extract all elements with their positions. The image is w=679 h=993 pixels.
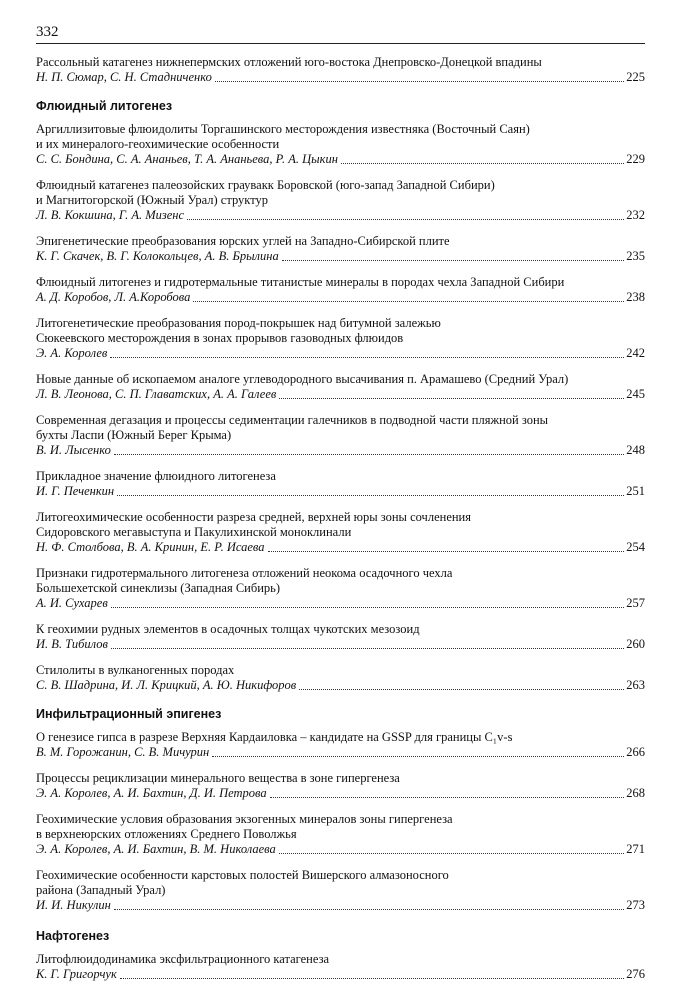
entry-title: Сидоровского мегавыступа и Пакулихинской моноклинали bbox=[36, 525, 352, 539]
toc-entry bbox=[36, 868, 645, 913]
dot-leader bbox=[279, 852, 624, 854]
entry-page-number: 232 bbox=[626, 208, 645, 222]
entry-authors: И. И. Никулин bbox=[36, 898, 111, 912]
entry-authors: А. И. Сухарев bbox=[36, 596, 108, 610]
entry-title: бухты Ласпи (Южный Берег Крыма) bbox=[36, 428, 232, 442]
entry-author-line bbox=[36, 745, 645, 760]
entry-title: Новые данные об ископаемом аналоге углеводородного высачивания п. Арамашево (Средний Урал) bbox=[36, 372, 569, 386]
dot-leader bbox=[282, 259, 625, 261]
entry-author-line bbox=[36, 484, 645, 499]
entry-title: Процессы рециклизации минерального вещества в зоне гипергенеза bbox=[36, 771, 400, 785]
entry-page-number: 263 bbox=[626, 678, 645, 692]
toc-section bbox=[36, 929, 645, 982]
entry-title: Эпигенетические преобразования юрских углей на Западно-Сибирской плите bbox=[36, 234, 450, 248]
entry-authors: И. Г. Печенкин bbox=[36, 484, 115, 498]
entry-authors: Э. А. Королев, А. И. Бахтин, В. М. Николаева bbox=[36, 842, 276, 856]
dot-leader bbox=[120, 977, 624, 979]
entry-authors: Л. В. Кокшина, Г. А. Мизенс bbox=[36, 208, 185, 222]
toc-entry bbox=[36, 771, 645, 801]
entry-authors: С. В. Шадрина, И. Л. Крицкий, А. Ю. Никифоров bbox=[36, 678, 297, 692]
dot-leader bbox=[111, 647, 624, 649]
entry-title: Прикладное значение флюидного литогенеза bbox=[36, 469, 276, 483]
entry-author-line bbox=[36, 70, 645, 85]
entry-title: Сюкеевского месторождения в зонах прорывов газоводных флюидов bbox=[36, 331, 404, 345]
entry-title: Аргиллизитовые флюидолиты Торгашинского месторождения известняка (Восточный Саян) bbox=[36, 122, 530, 136]
toc-entry bbox=[36, 55, 645, 85]
entry-author-line bbox=[36, 967, 645, 982]
entry-title: Флюидный литогенез и гидротермальные титанистые минералы в породах чехла Западной Сибири bbox=[36, 275, 565, 289]
entry-page-number: 273 bbox=[626, 898, 645, 912]
entry-page-number: 242 bbox=[626, 346, 645, 360]
entry-author-line bbox=[36, 443, 645, 458]
entry-author-line bbox=[36, 678, 645, 693]
entry-authors: С. С. Бондина, С. А. Ананьев, Т. А. Ананьева, Р. А. Цыкин bbox=[36, 152, 338, 166]
entry-title: Флюидный катагенез палеозойских граувакк Боровской (юго-запад Западной Сибири) bbox=[36, 178, 495, 192]
entry-authors: Л. В. Леонова, С. П. Главатских, А. А. Галеев bbox=[36, 387, 277, 401]
entry-authors: А. Д. Коробов, Л. А.Коробова bbox=[36, 290, 191, 304]
entry-page-number: 245 bbox=[626, 387, 645, 401]
entry-authors: И. В. Тибилов bbox=[36, 637, 108, 651]
entry-page-number: 248 bbox=[626, 443, 645, 457]
entry-title: Современная дегазация и процессы седиментации галечников в подводной части пляжной зоны bbox=[36, 413, 549, 427]
dot-leader bbox=[111, 606, 625, 608]
entry-title: в верхнеюрских отложениях Среднего Поволжья bbox=[36, 827, 297, 841]
entry-author-line bbox=[36, 842, 645, 857]
entry-title: и их минералого-геохимические особенности bbox=[36, 137, 280, 151]
entry-authors: Н. П. Сюмар, С. Н. Стадниченко bbox=[36, 70, 212, 84]
dot-leader bbox=[117, 494, 624, 496]
entry-title: Стилолиты в вулканогенных породах bbox=[36, 663, 235, 677]
entry-author-line bbox=[36, 208, 645, 223]
entry-title: Геохимические условия образования экзогенных минералов зоны гипергенеза bbox=[36, 812, 453, 826]
dot-leader bbox=[268, 550, 625, 552]
dot-leader bbox=[193, 300, 624, 302]
entry-title: Признаки гидротермального литогенеза отложений неокома осадочного чехла bbox=[36, 566, 453, 580]
toc-entry bbox=[36, 469, 645, 499]
toc-section bbox=[36, 99, 645, 693]
toc-entry bbox=[36, 372, 645, 402]
entry-title: О генезисе гипса в разрезе Верхняя Кардаиловка – кандидате на GSSP для границы C₁v-s bbox=[36, 730, 513, 744]
entry-page-number: 260 bbox=[626, 637, 645, 651]
entry-author-line bbox=[36, 387, 645, 402]
dot-leader bbox=[187, 218, 624, 220]
dot-leader bbox=[279, 397, 624, 399]
entry-authors: Н. Ф. Столбова, В. А. Кринин, Е. Р. Исаева bbox=[36, 540, 265, 554]
toc-entry bbox=[36, 316, 645, 361]
entry-page-number: 251 bbox=[626, 484, 645, 498]
entry-authors: К. Г. Скачек, В. Г. Колокольцев, А. В. Брылина bbox=[36, 249, 279, 263]
entry-page-number: 268 bbox=[626, 786, 645, 800]
entry-author-line bbox=[36, 290, 645, 305]
entry-authors: К. Г. Григорчук bbox=[36, 967, 117, 981]
section-heading: Нафтогенез bbox=[36, 929, 110, 943]
toc-entry bbox=[36, 234, 645, 264]
entry-author-line bbox=[36, 540, 645, 555]
entry-authors: В. М. Горожанин, С. В. Мичурин bbox=[36, 745, 210, 759]
entry-title: Геохимические особенности карстовых полостей Вишерского алмазоносного bbox=[36, 868, 449, 882]
dot-leader bbox=[215, 80, 624, 82]
toc-entry bbox=[36, 510, 645, 555]
dot-leader bbox=[114, 908, 624, 910]
entry-page-number: 254 bbox=[626, 540, 645, 554]
toc-entry bbox=[36, 178, 645, 223]
dot-leader bbox=[110, 356, 624, 358]
toc-entry bbox=[36, 622, 645, 652]
section-heading: Инфильтрационный эпигенез bbox=[36, 707, 222, 721]
entry-page-number: 229 bbox=[626, 152, 645, 166]
dot-leader bbox=[212, 755, 624, 757]
entry-author-line bbox=[36, 637, 645, 652]
toc-entry bbox=[36, 730, 645, 760]
toc-entry bbox=[36, 663, 645, 693]
toc-entry bbox=[36, 275, 645, 305]
entry-page-number: 238 bbox=[626, 290, 645, 304]
entry-page-number: 266 bbox=[626, 745, 645, 759]
toc-entry bbox=[36, 812, 645, 857]
entry-title: района (Западный Урал) bbox=[36, 883, 166, 897]
entry-page-number: 271 bbox=[626, 842, 645, 856]
header-rule bbox=[36, 43, 645, 44]
entry-author-line bbox=[36, 152, 645, 167]
entry-author-line bbox=[36, 786, 645, 801]
toc-entry bbox=[36, 122, 645, 167]
entry-author-line bbox=[36, 249, 645, 264]
toc-entry bbox=[36, 566, 645, 611]
entry-title: Литогеохимические особенности разреза средней, верхней юры зоны сочленения bbox=[36, 510, 471, 524]
toc-entry bbox=[36, 952, 645, 982]
dot-leader bbox=[299, 688, 624, 690]
dot-leader bbox=[341, 162, 624, 164]
toc-section bbox=[36, 55, 645, 85]
dot-leader bbox=[270, 796, 625, 798]
toc-entry bbox=[36, 413, 645, 458]
entry-authors: В. И. Лысенко bbox=[36, 443, 111, 457]
dot-leader bbox=[114, 453, 624, 455]
entry-page-number: 225 bbox=[626, 70, 645, 84]
entry-author-line bbox=[36, 898, 645, 913]
entry-title: К геохимии рудных элементов в осадочных толщах чукотских мезозоид bbox=[36, 622, 420, 636]
entry-author-line bbox=[36, 346, 645, 361]
entry-page-number: 257 bbox=[626, 596, 645, 610]
entry-title: Большехетской синеклизы (Западная Сибирь) bbox=[36, 581, 281, 595]
entry-page-number: 276 bbox=[626, 967, 645, 981]
entry-author-line bbox=[36, 596, 645, 611]
entry-title: Литофлюидодинамика эксфильтрационного катагенеза bbox=[36, 952, 330, 966]
section-heading: Флюидный литогенез bbox=[36, 99, 173, 113]
entry-title: Рассольный катагенез нижнепермских отложений юго-востока Днепровско-Донецкой впадины bbox=[36, 55, 542, 69]
table-of-contents bbox=[36, 55, 645, 993]
entry-authors: Э. А. Королев bbox=[36, 346, 108, 360]
page-number: 332 bbox=[36, 24, 59, 40]
entry-page-number: 235 bbox=[626, 249, 645, 263]
entry-authors: Э. А. Королев, А. И. Бахтин, Д. И. Петрова bbox=[36, 786, 267, 800]
entry-title: и Магнитогорской (Южный Урал) структур bbox=[36, 193, 268, 207]
toc-section bbox=[36, 707, 645, 913]
entry-title: Литогенетические преобразования пород-покрышек над битумной залежью bbox=[36, 316, 441, 330]
